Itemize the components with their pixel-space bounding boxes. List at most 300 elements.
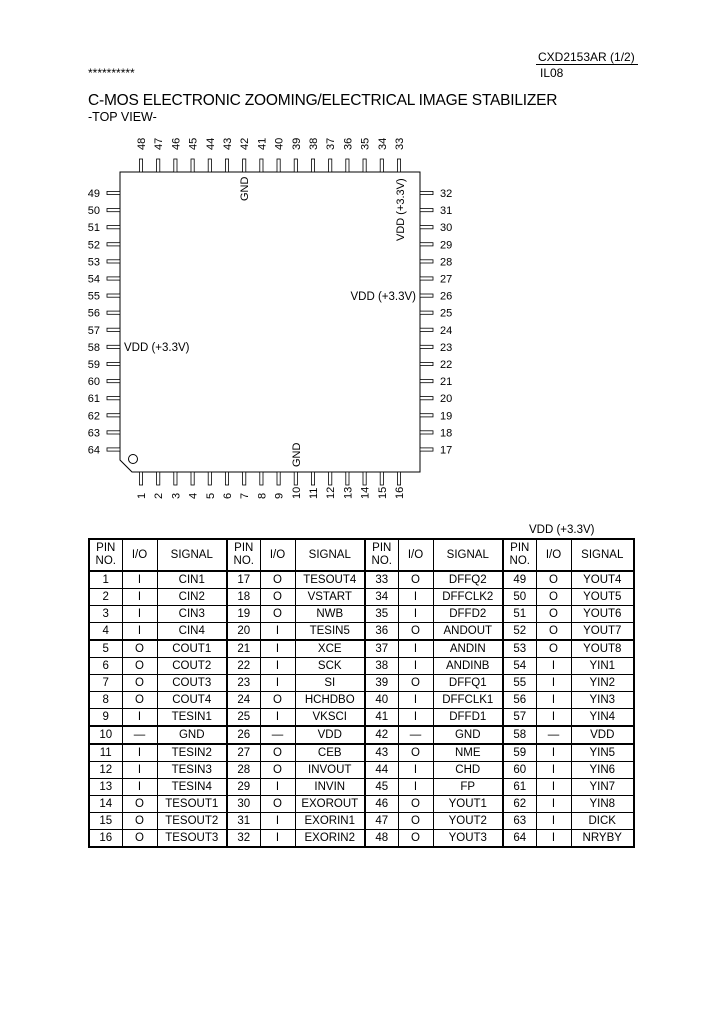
pin-number: 31: [440, 205, 453, 218]
io-cell: O: [260, 571, 295, 589]
signal-cell: DICK: [571, 813, 634, 830]
signal-cell: TESIN5: [295, 623, 365, 641]
pin-lead: [346, 159, 349, 172]
pin-lead: [107, 311, 120, 314]
pin-number: 45: [187, 137, 200, 150]
io-cell: I: [536, 744, 571, 762]
pin-lead: [107, 431, 120, 434]
signal-cell: VSTART: [295, 589, 365, 606]
pin-lead: [225, 159, 228, 172]
pin-no-cell: 30: [227, 796, 260, 813]
table-row: [89, 692, 634, 709]
pin-lead: [157, 472, 160, 485]
pin-lead: [420, 448, 433, 451]
pin-lead: [277, 472, 280, 485]
pin-lead: [243, 472, 246, 485]
signal-cell: YIN2: [571, 675, 634, 692]
table-row: [89, 675, 634, 692]
pin-lead: [380, 159, 383, 172]
pin-lead: [420, 328, 433, 331]
col-signal: SIGNAL: [571, 539, 634, 571]
signal-cell: HCHDBO: [295, 692, 365, 709]
pin-number: 60: [87, 376, 100, 389]
table-row: [89, 571, 634, 589]
signal-cell: NRYBY: [571, 830, 634, 848]
pin-no-cell: 41: [365, 709, 398, 727]
signal-cell: TESOUT4: [295, 571, 365, 589]
signal-cell: TESOUT1: [157, 796, 227, 813]
pin-no-cell: 23: [227, 675, 260, 692]
io-cell: I: [398, 589, 433, 606]
pin-number: 16: [394, 486, 406, 499]
pin-number: 20: [440, 393, 453, 406]
io-cell: I: [260, 623, 295, 641]
io-cell: O: [122, 675, 157, 692]
signal-cell: YIN4: [571, 709, 634, 727]
pin-no-cell: 55: [503, 675, 536, 692]
pin-no-cell: 59: [503, 744, 536, 762]
pin-number: 54: [87, 273, 100, 286]
pin-number: 4: [187, 492, 200, 499]
pin-lead: [107, 260, 120, 263]
table-row: [89, 640, 634, 658]
pin-lead: [157, 159, 160, 172]
pin-no-cell: 37: [365, 640, 398, 658]
signal-cell: YIN3: [571, 692, 634, 709]
io-cell: —: [122, 726, 157, 744]
table-row: [89, 813, 634, 830]
pin-lead: [107, 277, 120, 280]
io-cell: O: [398, 813, 433, 830]
pin-no-cell: 7: [89, 675, 122, 692]
pin-no-cell: 4: [89, 623, 122, 641]
pin-number: 35: [359, 137, 372, 150]
pin-number: 5: [204, 492, 217, 499]
pin-number: 39: [290, 137, 303, 150]
io-cell: I: [398, 606, 433, 623]
pin-lead: [420, 191, 433, 194]
table-caption: VDD (+3.3V): [529, 524, 595, 536]
pin-lead: [311, 472, 314, 485]
io-cell: O: [122, 658, 157, 675]
pin-number: 1: [136, 492, 148, 499]
signal-cell: DFFD1: [433, 709, 503, 727]
pin-lead: [208, 472, 211, 485]
pin-no-cell: 35: [365, 606, 398, 623]
io-cell: I: [398, 709, 433, 727]
table-row: [89, 658, 634, 675]
table-row: [89, 726, 634, 744]
col-pin-no: PIN NO.: [365, 539, 398, 571]
io-cell: I: [122, 779, 157, 796]
io-cell: O: [536, 589, 571, 606]
signal-cell: CIN4: [157, 623, 227, 641]
signal-cell: DFFD2: [433, 606, 503, 623]
pin-lead: [174, 159, 177, 172]
pin-lead: [107, 448, 120, 451]
pin-no-cell: 40: [365, 692, 398, 709]
table-row: [89, 606, 634, 623]
io-cell: I: [536, 796, 571, 813]
signal-cell: VDD: [295, 726, 365, 744]
pin-number: 53: [87, 256, 100, 269]
pin-no-cell: 33: [365, 571, 398, 589]
pin-no-cell: 34: [365, 589, 398, 606]
pin-no-cell: 5: [89, 640, 122, 658]
io-cell: O: [536, 606, 571, 623]
pin-number: 28: [440, 256, 453, 269]
io-cell: I: [536, 675, 571, 692]
io-cell: I: [536, 830, 571, 848]
io-cell: I: [536, 762, 571, 779]
pin-lead: [363, 159, 366, 172]
pin-no-cell: 21: [227, 640, 260, 658]
signal-cell: TESIN4: [157, 779, 227, 796]
signal-cell: YIN5: [571, 744, 634, 762]
pin-number: 15: [376, 486, 389, 499]
io-cell: I: [260, 830, 295, 848]
table-header-row: [89, 539, 634, 571]
pin-lead: [420, 260, 433, 263]
io-cell: O: [260, 606, 295, 623]
pin-number: 51: [87, 222, 100, 235]
pin-number: 2: [153, 492, 166, 499]
pin-no-cell: 11: [89, 744, 122, 762]
pin-number: 19: [440, 410, 453, 423]
pin-number: 30: [440, 222, 453, 235]
pin-number: 22: [440, 359, 453, 371]
signal-cell: INVIN: [295, 779, 365, 796]
pin-number: 59: [87, 359, 100, 371]
pin-number: 42: [239, 137, 252, 150]
pin-number: 8: [256, 492, 269, 499]
pin-no-cell: 16: [89, 830, 122, 848]
pin-lead: [420, 431, 433, 434]
pin-lead: [243, 159, 246, 172]
signal-cell: YOUT3: [433, 830, 503, 848]
signal-cell: COUT3: [157, 675, 227, 692]
signal-cell: GND: [157, 726, 227, 744]
pin-no-cell: 27: [227, 744, 260, 762]
pin-number: 23: [440, 341, 453, 354]
pin-lead: [225, 472, 228, 485]
pin-number: 49: [87, 188, 100, 200]
pin-table: [88, 538, 635, 848]
signal-cell: ANDIN: [433, 640, 503, 658]
pin-number: 41: [256, 137, 269, 150]
signal-cell: SCK: [295, 658, 365, 675]
pin-lead: [294, 159, 297, 172]
table-row: [89, 762, 634, 779]
pin-no-cell: 1: [89, 571, 122, 589]
io-cell: —: [260, 726, 295, 744]
pin-no-cell: 18: [227, 589, 260, 606]
pin-number: 33: [394, 137, 406, 150]
io-cell: O: [122, 830, 157, 848]
col-signal: SIGNAL: [295, 539, 365, 571]
io-cell: O: [398, 830, 433, 848]
col-io: I/O: [260, 539, 295, 571]
io-cell: I: [398, 762, 433, 779]
pin-number: 37: [325, 137, 338, 150]
pin-no-cell: 52: [503, 623, 536, 641]
page-title: C-MOS ELECTRONIC ZOOMING/ELECTRICAL IMAGE STABILIZER: [88, 92, 558, 109]
page-subtitle: -TOP VIEW-: [88, 110, 157, 124]
signal-cell: COUT1: [157, 640, 227, 658]
pin-number: 36: [342, 137, 355, 150]
pin-number: 43: [222, 137, 234, 150]
io-cell: I: [536, 813, 571, 830]
pin-no-cell: 19: [227, 606, 260, 623]
pin-no-cell: 9: [89, 709, 122, 727]
pin-lead: [208, 159, 211, 172]
pin-number: 21: [440, 376, 453, 389]
pin-number: 14: [359, 486, 372, 499]
io-cell: O: [398, 744, 433, 762]
pin-no-cell: 64: [503, 830, 536, 848]
signal-cell: EXORIN1: [295, 813, 365, 830]
pin-lead: [260, 472, 263, 485]
signal-cell: SI: [295, 675, 365, 692]
pin-no-cell: 8: [89, 692, 122, 709]
pin-no-cell: 20: [227, 623, 260, 641]
col-io: I/O: [122, 539, 157, 571]
pin-no-cell: 44: [365, 762, 398, 779]
pin-lead: [277, 159, 280, 172]
pin-number: 32: [440, 188, 453, 200]
io-cell: O: [398, 675, 433, 692]
pin-no-cell: 26: [227, 726, 260, 744]
io-cell: —: [536, 726, 571, 744]
io-cell: I: [260, 658, 295, 675]
pin-lead: [329, 159, 332, 172]
pin-no-cell: 53: [503, 640, 536, 658]
signal-cell: DFFQ1: [433, 675, 503, 692]
io-cell: I: [260, 640, 295, 658]
io-cell: I: [536, 658, 571, 675]
pin-no-cell: 6: [89, 658, 122, 675]
io-cell: I: [122, 623, 157, 641]
pin-no-cell: 57: [503, 709, 536, 727]
pin-no-cell: 38: [365, 658, 398, 675]
signal-cell: ANDOUT: [433, 623, 503, 641]
io-cell: I: [122, 589, 157, 606]
io-cell: I: [260, 813, 295, 830]
pin-lead: [191, 472, 194, 485]
pin-no-cell: 32: [227, 830, 260, 848]
pin-no-cell: 3: [89, 606, 122, 623]
table-row: [89, 830, 634, 848]
document-code: IL08: [540, 66, 564, 80]
pin-lead: [311, 159, 314, 172]
signal-cell: YOUT8: [571, 640, 634, 658]
pin-no-cell: 2: [89, 589, 122, 606]
pin-number: 26: [440, 290, 453, 303]
vdd-left-label: VDD (+3.3V): [124, 342, 190, 354]
signal-cell: DFFCLK1: [433, 692, 503, 709]
pin-number: 13: [342, 486, 355, 499]
pin-lead: [107, 380, 120, 383]
pin-no-cell: 46: [365, 796, 398, 813]
pin-lead: [294, 472, 297, 485]
io-cell: O: [122, 692, 157, 709]
signal-cell: YOUT2: [433, 813, 503, 830]
vdd-top-right-label: VDD (+3.3V): [395, 178, 407, 241]
pin-number: 52: [87, 239, 100, 252]
pin-number: 63: [87, 427, 100, 440]
io-cell: O: [122, 640, 157, 658]
pin-lead: [107, 328, 120, 331]
io-cell: O: [122, 796, 157, 813]
signal-cell: CIN1: [157, 571, 227, 589]
pin-no-cell: 48: [365, 830, 398, 848]
pin-no-cell: 39: [365, 675, 398, 692]
signal-cell: TESIN2: [157, 744, 227, 762]
pin-lead: [363, 472, 366, 485]
pin-number: 55: [87, 290, 100, 303]
col-pin-no: PIN NO.: [227, 539, 260, 571]
signal-cell: YIN8: [571, 796, 634, 813]
signal-cell: GND: [433, 726, 503, 744]
io-cell: I: [398, 658, 433, 675]
pin-number: 47: [153, 137, 166, 150]
pin-number: 58: [87, 341, 100, 354]
pin-no-cell: 13: [89, 779, 122, 796]
io-cell: O: [536, 623, 571, 641]
signal-cell: DFFCLK2: [433, 589, 503, 606]
header-stars: **********: [88, 66, 135, 80]
pin-lead: [420, 311, 433, 314]
io-cell: O: [260, 692, 295, 709]
pin-lead: [420, 226, 433, 229]
pin-no-cell: 62: [503, 796, 536, 813]
signal-cell: XCE: [295, 640, 365, 658]
io-cell: O: [122, 813, 157, 830]
signal-cell: EXORIN2: [295, 830, 365, 848]
io-cell: I: [398, 640, 433, 658]
pin-lead: [107, 414, 120, 417]
pin-lead: [107, 209, 120, 212]
signal-cell: FP: [433, 779, 503, 796]
pin-lead: [420, 209, 433, 212]
signal-cell: NWB: [295, 606, 365, 623]
pin-no-cell: 43: [365, 744, 398, 762]
pin-number: 17: [440, 444, 453, 457]
pin-lead: [380, 472, 383, 485]
pin-no-cell: 54: [503, 658, 536, 675]
table-row: [89, 779, 634, 796]
pin-lead: [420, 277, 433, 280]
signal-cell: YOUT1: [433, 796, 503, 813]
signal-cell: CIN3: [157, 606, 227, 623]
pin-no-cell: 15: [89, 813, 122, 830]
io-cell: I: [260, 779, 295, 796]
pin-lead: [174, 472, 177, 485]
pin-no-cell: 49: [503, 571, 536, 589]
signal-cell: CEB: [295, 744, 365, 762]
pin-no-cell: 29: [227, 779, 260, 796]
table-row: [89, 796, 634, 813]
signal-cell: YOUT6: [571, 606, 634, 623]
signal-cell: COUT4: [157, 692, 227, 709]
signal-cell: TESIN1: [157, 709, 227, 727]
vdd-right-label: VDD (+3.3V): [350, 291, 416, 303]
pin-number: 50: [87, 205, 100, 218]
pin-number: 7: [239, 492, 252, 499]
pin-no-cell: 36: [365, 623, 398, 641]
pin-no-cell: 25: [227, 709, 260, 727]
part-number: CXD2153AR (1/2): [538, 50, 635, 64]
pin-number: 27: [440, 273, 453, 286]
pin-lead: [107, 243, 120, 246]
signal-cell: COUT2: [157, 658, 227, 675]
pin-number: 62: [87, 410, 100, 423]
pin-lead: [107, 191, 120, 194]
pin-number: 12: [325, 486, 338, 499]
col-io: I/O: [398, 539, 433, 571]
pin-number: 40: [273, 137, 286, 150]
pin-lead: [346, 472, 349, 485]
signal-cell: EXOROUT: [295, 796, 365, 813]
gnd-bottom-label: GND: [291, 442, 303, 467]
io-cell: I: [122, 762, 157, 779]
signal-cell: TESIN3: [157, 762, 227, 779]
pin-lead: [329, 472, 332, 485]
pin-number: 18: [440, 427, 453, 440]
pin-no-cell: 56: [503, 692, 536, 709]
pin-lead: [420, 294, 433, 297]
pin-no-cell: 51: [503, 606, 536, 623]
table-row: [89, 623, 634, 641]
io-cell: I: [260, 709, 295, 727]
pin-no-cell: 24: [227, 692, 260, 709]
pin-number: 9: [273, 492, 286, 499]
pin-lead: [420, 243, 433, 246]
pin-lead: [420, 345, 433, 348]
signal-cell: CIN2: [157, 589, 227, 606]
signal-cell: YOUT4: [571, 571, 634, 589]
signal-cell: TESOUT2: [157, 813, 227, 830]
pin-lead: [420, 362, 433, 365]
pin-lead: [107, 397, 120, 400]
signal-cell: CHD: [433, 762, 503, 779]
pin-lead: [420, 414, 433, 417]
pin-number: 57: [87, 324, 100, 337]
signal-cell: YIN6: [571, 762, 634, 779]
pin-number: 38: [308, 137, 320, 150]
pin-no-cell: 58: [503, 726, 536, 744]
pin-no-cell: 10: [89, 726, 122, 744]
gnd-top-label: GND: [239, 176, 251, 201]
pin-number: 3: [170, 492, 183, 499]
pin-no-cell: 42: [365, 726, 398, 744]
io-cell: O: [536, 571, 571, 589]
pin-number: 44: [204, 137, 217, 150]
col-signal: SIGNAL: [433, 539, 503, 571]
pin-no-cell: 22: [227, 658, 260, 675]
pin-number: 24: [440, 324, 453, 337]
signal-cell: YOUT5: [571, 589, 634, 606]
io-cell: O: [260, 589, 295, 606]
io-cell: I: [398, 779, 433, 796]
pin-lead: [420, 397, 433, 400]
io-cell: —: [398, 726, 433, 744]
signal-cell: VKSCI: [295, 709, 365, 727]
pin-number: 56: [87, 307, 100, 320]
pin-lead: [260, 159, 263, 172]
pin-number: 29: [440, 239, 453, 252]
io-cell: O: [398, 796, 433, 813]
